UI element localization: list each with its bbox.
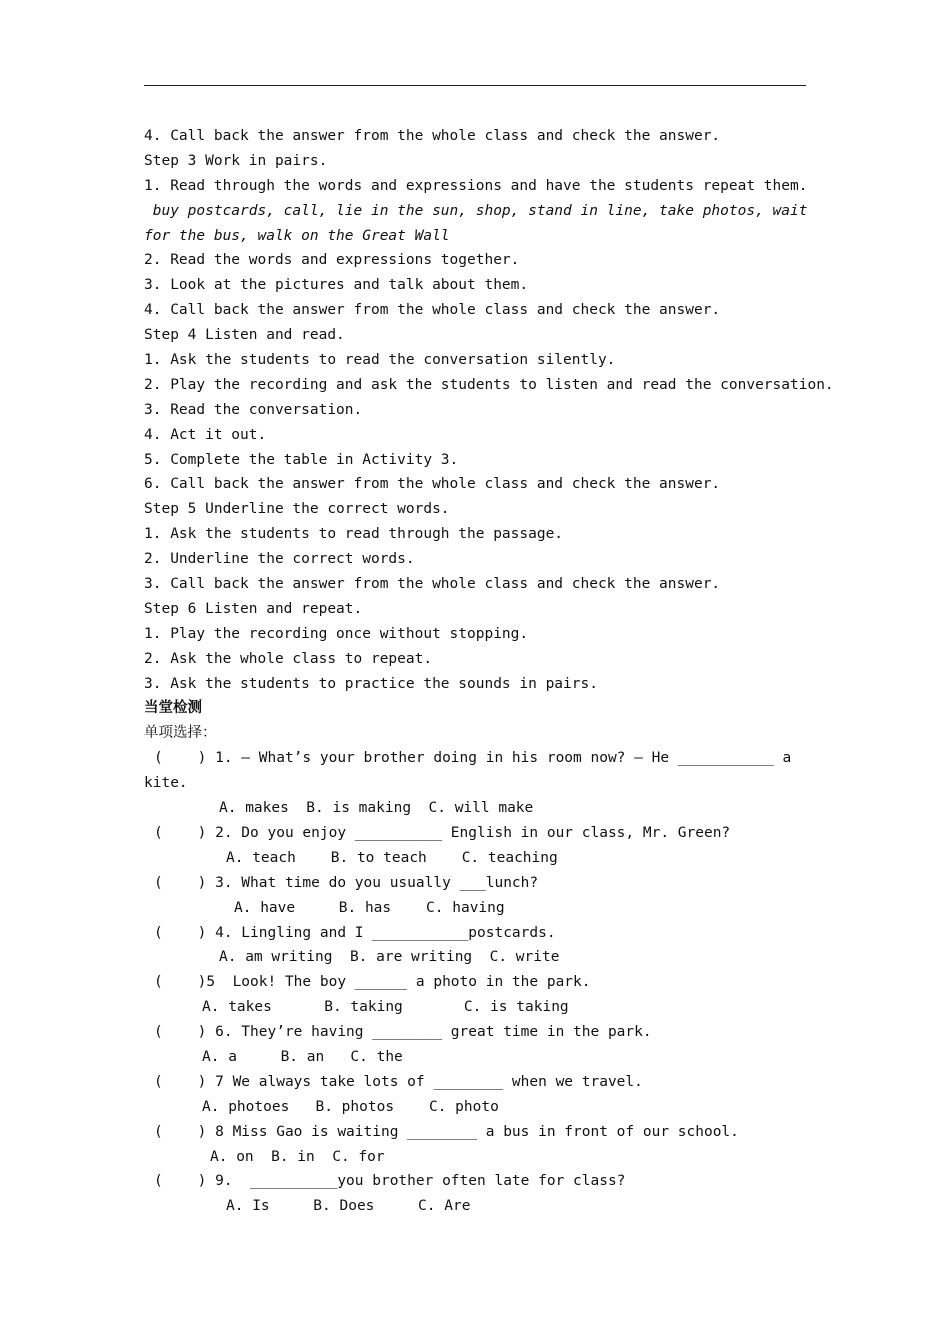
text-line: 6. Call back the answer from the whole class and check the answer. — [144, 476, 721, 493]
question-2-stem: ( ) 2. Do you enjoy __________ English in our class, Mr. Green? — [154, 824, 731, 841]
text-line: 1. Ask the students to read through the passage. — [144, 526, 564, 543]
text-line: 4. Act it out. — [144, 426, 267, 443]
question-9-stem: ( ) 9. __________you brother often late for class? — [154, 1173, 626, 1190]
text-line: 2. Play the recording and ask the students to listen and read the conversation. — [144, 376, 834, 393]
question-5-stem: ( )5 Look! The boy ______ a photo in the park. — [154, 974, 591, 991]
question-3-stem: ( ) 3. What time do you usually ___lunch? — [154, 874, 539, 891]
question-6-stem: ( ) 6. They’re having ________ great time in the park. — [154, 1024, 652, 1041]
text-line: 3. Call back the answer from the whole class and check the answer. — [144, 576, 721, 593]
vocabulary-line: for the bus, walk on the Great Wall — [144, 227, 450, 244]
question-1-options: A. makes B. is making C. will make — [219, 800, 534, 817]
question-8-stem: ( ) 8 Miss Gao is waiting ________ a bus in front of our school. — [154, 1123, 739, 1140]
step-heading: Step 5 Underline the correct words. — [144, 501, 450, 518]
step-heading: Step 6 Listen and repeat. — [144, 600, 363, 617]
text-line: 2. Underline the correct words. — [144, 551, 415, 568]
question-5-options: A. takes B. taking C. is taking — [202, 999, 569, 1016]
vocabulary-line: buy postcards, call, lie in the sun, shop, stand in line, take photos, wait — [144, 202, 808, 219]
question-3-options: A. have B. has C. having — [234, 899, 505, 916]
text-line: 1. Read through the words and expressions and have the students repeat them. — [144, 177, 808, 194]
question-2-options: A. teach B. to teach C. teaching — [226, 849, 558, 866]
section-subheading: 单项选择： — [144, 725, 217, 742]
text-line: 1. Ask the students to read the conversation silently. — [144, 352, 616, 369]
text-line: 2. Ask the whole class to repeat. — [144, 650, 433, 667]
header-rule — [144, 85, 806, 86]
question-1-continuation: kite. — [144, 775, 188, 792]
question-8-options: A. on B. in C. for — [210, 1148, 385, 1165]
text-line: 2. Read the words and expressions together. — [144, 252, 520, 269]
section-heading: 当堂检测 — [144, 700, 202, 717]
text-line: 4. Call back the answer from the whole class and check the answer. — [144, 302, 721, 319]
text-line: 3. Look at the pictures and talk about them. — [144, 277, 529, 294]
text-line: 3. Read the conversation. — [144, 401, 363, 418]
text-line: 3. Ask the students to practice the sounds in pairs. — [144, 675, 598, 692]
text-line: 5. Complete the table in Activity 3. — [144, 451, 459, 468]
question-9-options: A. Is B. Does C. Are — [226, 1198, 471, 1215]
lesson-content — [144, 124, 834, 1219]
step-heading: Step 4 Listen and read. — [144, 327, 345, 344]
question-4-options: A. am writing B. are writing C. write — [219, 949, 560, 966]
question-7-stem: ( ) 7 We always take lots of ________ when we travel. — [154, 1073, 643, 1090]
question-1-stem: ( ) 1. — What’s your brother doing in his room now? — He ___________ a — [154, 750, 792, 767]
text-line: 1. Play the recording once without stopping. — [144, 625, 529, 642]
question-7-options: A. photoes B. photos C. photo — [202, 1098, 499, 1115]
question-4-stem: ( ) 4. Lingling and I ___________postcards. — [154, 924, 556, 941]
question-6-options: A. a B. an C. the — [202, 1048, 403, 1065]
step-heading: Step 3 Work in pairs. — [144, 152, 328, 169]
text-line: 4. Call back the answer from the whole class and check the answer. — [144, 128, 721, 144]
